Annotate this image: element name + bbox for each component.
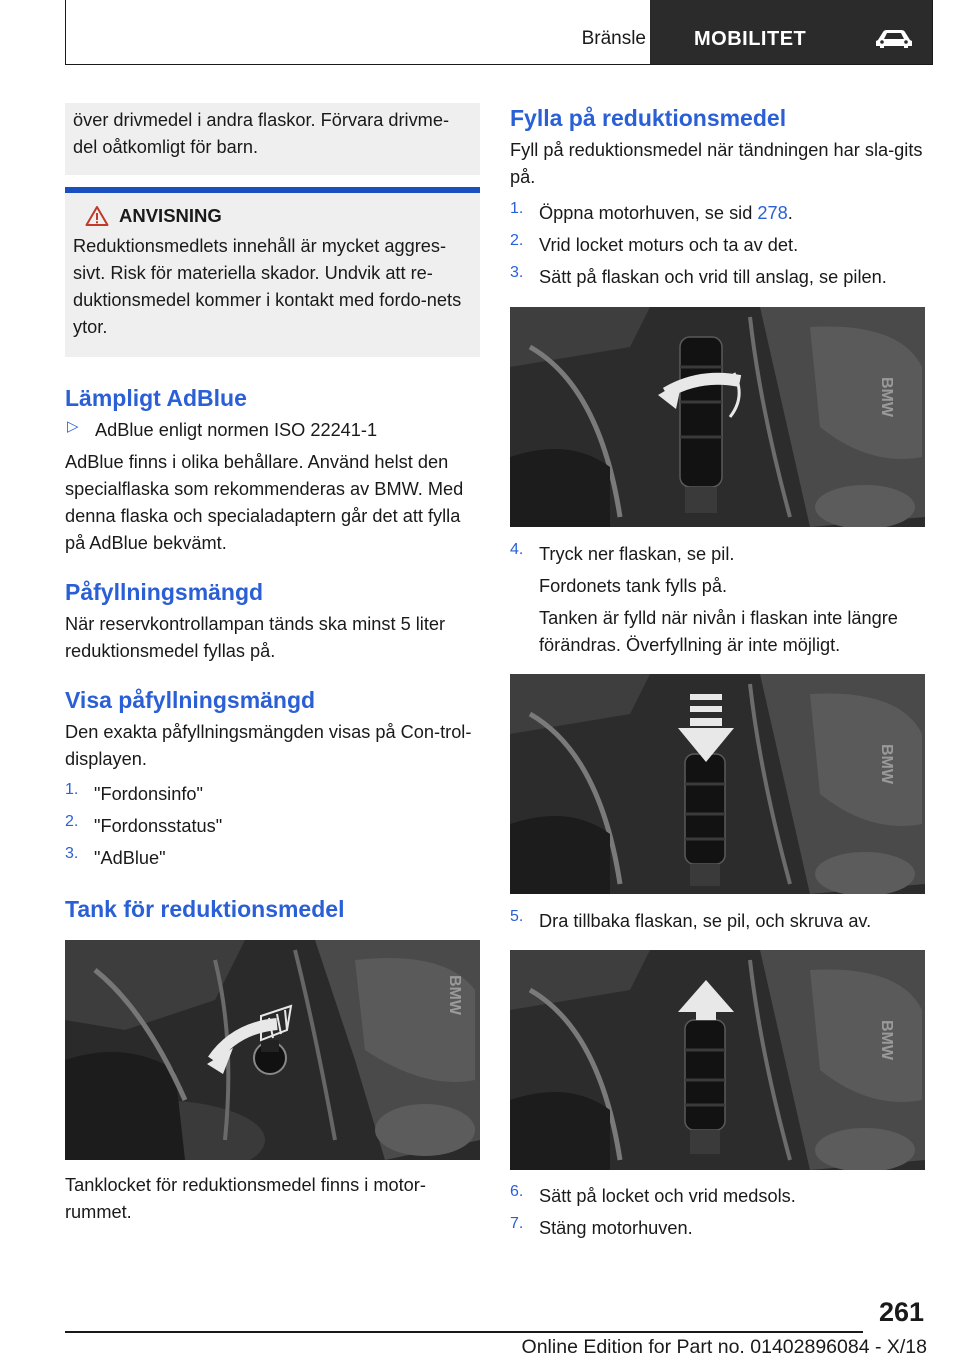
tank-cap-image — [65, 940, 480, 1160]
show-steps — [65, 781, 480, 872]
warning-triangle-icon — [85, 205, 109, 227]
list-item — [510, 541, 925, 568]
step-text-main: Öppna motorhuven, se sid — [539, 203, 758, 223]
refill-steps-a — [510, 200, 925, 291]
step-text: Sätt på flaskan och vrid till anslag, se pilen. — [539, 267, 887, 287]
engine-bay-illustration — [510, 674, 925, 894]
heading-show-amount: Visa påfyllningsmängd — [65, 687, 316, 713]
refill-intro: Fyll på reduktionsmedel när tändningen har sla-gits på. — [510, 140, 923, 187]
step-text: "Fordonsinfo" — [94, 784, 203, 804]
page-number: 261 — [878, 1297, 924, 1327]
step-text — [539, 200, 793, 227]
header-section-title: Bränsle — [581, 28, 646, 49]
engine-bay-illustration — [510, 307, 925, 527]
notice-heading — [73, 205, 472, 227]
step-text: Dra tillbaka flaskan, se pil, och skruva av. — [539, 911, 872, 931]
show-amount-text: Den exakta påfyllningsmängden visas på Con-trol-displayen. — [65, 722, 472, 769]
step-text: "AdBlue" — [94, 848, 166, 868]
bottle-press-image — [510, 674, 925, 894]
list-item — [510, 1183, 925, 1210]
step-text: Sätt på locket och vrid medsols. — [539, 1186, 796, 1206]
heading-tank: Tank för reduktionsmedel — [65, 896, 345, 922]
step-number: 4. — [510, 541, 524, 558]
step-number: 1. — [510, 200, 524, 217]
page-link[interactable]: 278 — [757, 203, 788, 223]
step-text: Vrid locket moturs och ta av det. — [539, 235, 799, 255]
refill-steps-b — [510, 1183, 925, 1242]
step-number: 6. — [510, 1183, 524, 1200]
right-column — [510, 103, 925, 1242]
amount-text: När reservkontrollampan tänds ska minst 5 liter reduktionsmedel fyllas på. — [65, 614, 446, 661]
engine-bay-illustration — [510, 950, 925, 1170]
step-text-end: . — [787, 203, 793, 223]
engine-bay-illustration — [65, 940, 480, 1160]
left-column — [65, 103, 480, 1226]
car-icon — [874, 28, 914, 50]
step-text: Stäng motorhuven. — [539, 1218, 693, 1238]
brand-mark: BMW — [878, 377, 895, 417]
step-number: 3. — [510, 264, 524, 281]
step-text: "Fordonsstatus" — [94, 816, 223, 836]
list-item — [510, 264, 925, 291]
step4-sub2: Tanken är fylld när nivån i flaskan inte längre förändras. Överfyllning är inte möjligt. — [539, 608, 898, 655]
step-number: 1. — [65, 781, 79, 798]
step-number: 5. — [510, 908, 524, 925]
intro-text: över drivmedel i andra flaskor. Förvara drivme-del oåtkomligt för barn. — [73, 110, 450, 157]
bullet-text: AdBlue enligt normen ISO 22241-1 — [95, 420, 378, 440]
list-item — [510, 908, 925, 935]
brand-mark: BMW — [878, 744, 895, 784]
footer-divider — [65, 1331, 863, 1333]
notice-box — [65, 193, 480, 357]
list-item — [510, 232, 925, 259]
heading-amount: Påfyllningsmängd — [65, 579, 264, 605]
step-text: Tryck ner flaskan, se pil. — [539, 544, 735, 564]
step4-sub1: Fordonets tank fylls på. — [539, 576, 728, 596]
header-chapter-label: MOBILITET — [694, 28, 807, 50]
notice-text: Reduktionsmedlets innehåll är mycket aggres-sivt. Risk för materiella skador. Undvik att re-duktionsmedel kommer i kontakt med fordo-nets ytor. — [73, 236, 462, 337]
tank-caption: Tanklocket för reduktionsmedel finns i motor-rummet. — [65, 1175, 426, 1222]
step-number: 2. — [65, 813, 79, 830]
step-number: 3. — [65, 845, 79, 862]
heading-refill: Fylla på reduktionsmedel — [510, 105, 787, 131]
bottle-remove-image — [510, 950, 925, 1170]
adblue-text: AdBlue finns i olika behållare. Använd helst den specialflaska som rekommenderas av BMW. Med denna flaska och specialadaptern går det att fylla på AdBlue bekvämt. — [65, 452, 464, 553]
brand-mark: BMW — [446, 975, 463, 1015]
list-item — [510, 200, 925, 227]
footer-edition: Online Edition for Part no. 01402896084 - X/18 — [521, 1336, 927, 1358]
notice-title: ANVISNING — [119, 205, 222, 226]
intro-box — [65, 103, 480, 175]
triangle-bullet-icon: ▷ — [67, 418, 79, 435]
step-number: 2. — [510, 232, 524, 249]
list-item — [65, 781, 480, 808]
list-item — [510, 1215, 925, 1242]
bottle-insert-image — [510, 307, 925, 527]
list-item — [65, 417, 480, 444]
brand-mark: BMW — [878, 1020, 895, 1060]
list-item — [65, 845, 480, 872]
page-header — [65, 0, 933, 65]
header-chapter-tab[interactable] — [650, 0, 932, 64]
list-item — [65, 813, 480, 840]
step-number: 7. — [510, 1215, 524, 1232]
heading-adblue: Lämpligt AdBlue — [65, 385, 247, 411]
